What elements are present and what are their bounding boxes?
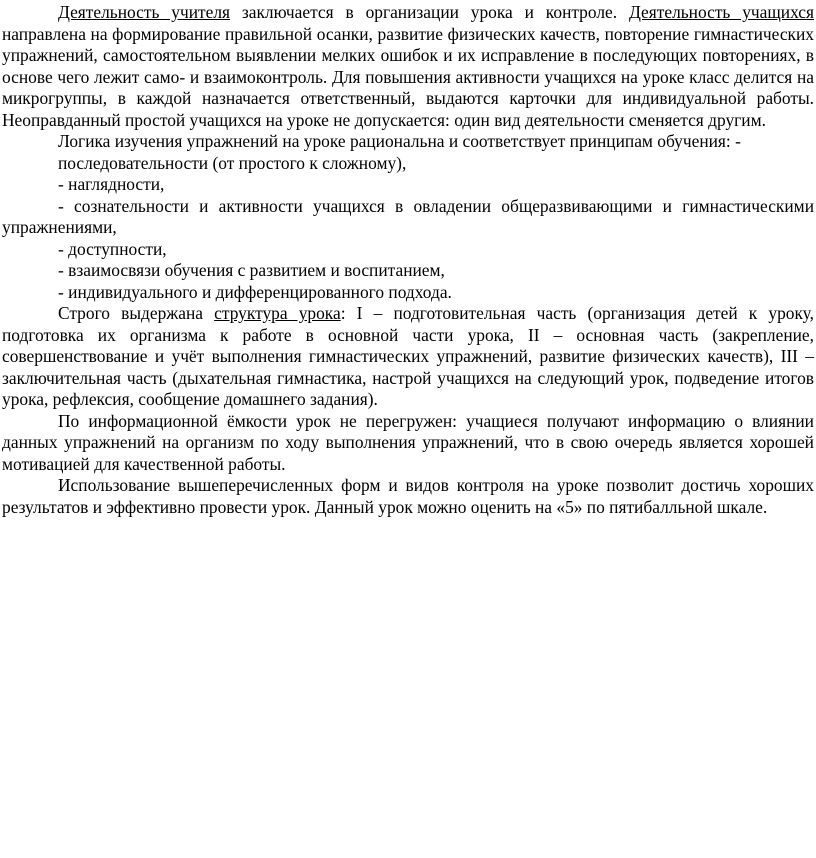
teacher-activity-label: Деятельность учителя — [58, 2, 231, 22]
principle-item: - взаимосвязи обучения с развитием и воспитанием, — [58, 260, 445, 280]
paragraph-information-load: По информационной ёмкости урок не перегружен: учащиеся получают информацию о влиянии данных упражнений на организм по ходу выполнения упражнений, что в свою очередь является хорошей мотивацией для качественной работы. — [2, 410, 814, 474]
paragraph-logic-intro: Логика изучения упражнений на уроке рациональна и соответствует принципам обучения: - — [58, 131, 741, 151]
lesson-structure-label: структура урока — [214, 303, 341, 323]
principle-item: - индивидуального и дифференцированного подхода. — [58, 281, 452, 302]
paragraph-structure — [2, 303, 814, 411]
principle-item: - сознательности и активности учащихся в овладении общеразвивающими и гимнастическими упражнениями, — [2, 195, 814, 237]
principle-item: последовательности (от простого к сложному), — [58, 152, 407, 173]
principle-item: - доступности, — [58, 238, 167, 259]
principle-item: - наглядности, — [58, 174, 165, 194]
paragraph-activities-text-a: заключается в организации урока и контроле. — [230, 2, 629, 22]
paragraph-activities-text-b: направлена на формирование правильной осанки, развитие физических качеств, повторение гимнастических упражнений, самостоятельном выявлении мелких ошибок и их исправление в последующих повторениях, в основе чего лежит само- и взаимоконтроль. Для повышения активности учащихся на уроке класс делится на микрогруппы, в каждой назначается ответственный, выдаются карточки для индивидуальной работы. Неоправданный простой учащихся на уроке не допускается: один вид деятельности сменяется другим. — [2, 23, 814, 130]
paragraph-structure-text-a: Строго выдержана — [58, 303, 215, 323]
students-activity-label: Деятельность учащихся — [628, 2, 814, 22]
paragraph-structure-text-b: : I – подготовительная часть (организация детей к уроку, подготовка их организма к работе в основной части урока, II – основная часть (закрепление, совершенствование и учёт выполнения гимнастических упражнений, развитие физических качеств), III – заключительная часть (дыхательная гимнастика, настрой учащихся на следующий урок, подведение итогов урока, рефлексия, сообщение домашнего задания). — [2, 303, 814, 409]
paragraph-conclusion: Использование вышеперечисленных форм и видов контроля на уроке позволит достичь хороших результатов и эффективно провести урок. Данный урок можно оценить на «5» по пятибалльной шкале. — [2, 475, 814, 517]
paragraph-activities — [2, 2, 814, 131]
